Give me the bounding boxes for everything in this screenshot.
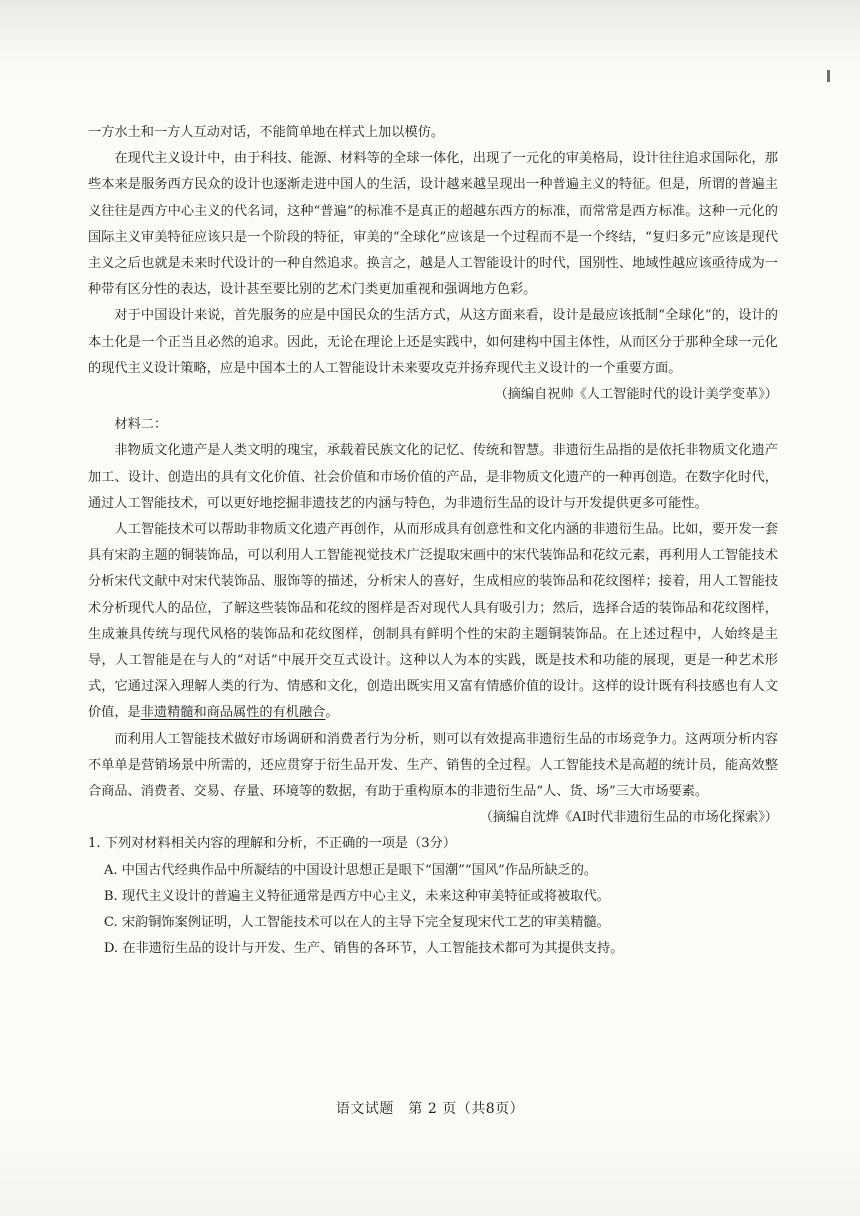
paragraph-market-analysis: 而利用人工智能技术做好市场调研和消费者行为分析，则可以有效提高非遗衍生品的市场竞争力。这两项分析内容不单单是营销场景中所需的，还应贯穿于衍生品开发、生产、销售的全过程。人工智能技术是高超的统计员，能高效整合商品、消费者、交易、存量、环境等的数据，有助于重构原本的非遗衍生品“人、货、场”三大市场要素。 [88, 731, 778, 800]
paragraph-ai-recreation-text: 人工智能技术可以帮助非物质文化遗产再创作，从而形成具有创意性和文化内涵的非遗衍生品。比如，要开发一套具有宋韵主题的铜装饰品，可以利用人工智能视觉技术广泛提取宋画中的宋代装饰品和花纹元素，再利用人工智能技术分析宋代文献中对宋代装饰品、服饰等的描述，分析宋人的喜好，生成相应的装饰品和花纹图样；接着，用人工智能技术分析现代人的品位，了解这些装饰品和花纹的图样是否对现代人具有吸引力；然后，选择合适的装饰品和花纹图样，生成兼具传统与现代风格的装饰品和花纹图样，创制具有鲜明个性的宋韵主题铜装饰品。在上述过程中，人始终是主导，人工智能是在与人的“对话”中展开交互式设计。这种以人为本的实践，既是技术和功能的展现，更是一种艺术形式，它通过深入理解人类的行为、情感和文化，创造出既实用又富有情感价值的设计。这样的设计既有科技感也有人文价值，是 [88, 522, 778, 721]
paragraph-ai-recreation-end: 。 [325, 705, 339, 721]
material-2-heading: 材料二： [114, 417, 168, 433]
option-b: B. 现代主义设计的普遍主义特征通常是西方中心主义，未来这种审美特征或将被取代。 [103, 888, 610, 904]
question-stem: 1. 下列对材料相关内容的理解和分析，不正确的一项是（3分） [88, 836, 457, 852]
paragraph-modernism: 在现代主义设计中，由于科技、能源、材料等的全球一体化，出现了一元化的审美格局，设计往往追求国际化，那些本来是服务西方民众的设计也逐渐走进中国人的生活，设计越来越呈现出一种普遍主义的特征。但是，所谓的普遍主义往往是西方中心主义的代名词，这种“普遍”的标准不是真正的超越东西方的标准，而常常是西方标准。这种一元化的国际主义审美特征应该只是一个阶段的特征，审美的“全球化”应该是一个过程而不是一个终结，“复归多元”应该是现代主义之后也就是未来时代设计的一种自然追求。换言之，越是人工智能设计的时代，国别性、地域性越应该亟待成为一种带有区分性的表达，设计甚至要比别的艺术门类更加重视和强调地方色彩。 [88, 151, 778, 298]
option-c: C. 宋韵铜饰案例证明，人工智能技术可以在人的主导下完全复现宋代工艺的审美精髓。 [103, 915, 610, 931]
scan-top-shadow [0, 0, 860, 62]
option-d: D. 在非遗衍生品的设计与开发、生产、销售的各环节，人工智能技术都可为其提供支持。 [103, 941, 624, 957]
paragraph-continuation: 一方水土和一方人互动对话，不能简单地在样式上加以模仿。 [88, 125, 445, 140]
source-citation-2: （摘编自沈烨《AI时代非遗衍生品的市场化探索》） [479, 810, 778, 826]
option-a: A. 中国古代经典作品中所凝结的中国设计思想正是眼下“国潮”“国风”作品所缺乏的。 [103, 862, 598, 878]
exam-text-body [88, 120, 778, 963]
paragraph-ai-recreation [88, 517, 778, 727]
paragraph-chinese-design: 对于中国设计来说，首先服务的应是中国民众的生活方式，从这方面来看，设计是最应该抵制“全球化”的，设计的本土化是一个正当且必然的追求。因此，无论在理论上还是实践中，如何建构中国主体性，从而区分于那种全球一元化的现代主义设计策略，应是中国本土的人工智能设计未来要攻克并扬弃现代主义设计的一个重要方面。 [88, 308, 778, 376]
source-citation-1: （摘编自祝帅《人工智能时代的设计美学变革》） [494, 387, 778, 403]
page-footer: 语文试题 第 2 页（共8页） [335, 1101, 525, 1117]
scan-edge-mark [827, 70, 830, 82]
underlined-phrase: 非遗精髓和商品属性的有机融合 [140, 705, 326, 721]
paragraph-intangible-heritage: 非物质文化遗产是人类文明的瑰宝，承载着民族文化的记忆、传统和智慧。非遗衍生品指的是依托非物质文化遗产加工、设计、创造出的具有文化价值、社会价值和市场价值的产品，是非物质文化遗产的一种再创造。在数字化时代，通过人工智能技术，可以更好地挖掘非遗技艺的内涵与特色，为非遗衍生品的设计与开发提供更多可能性。 [88, 443, 778, 511]
